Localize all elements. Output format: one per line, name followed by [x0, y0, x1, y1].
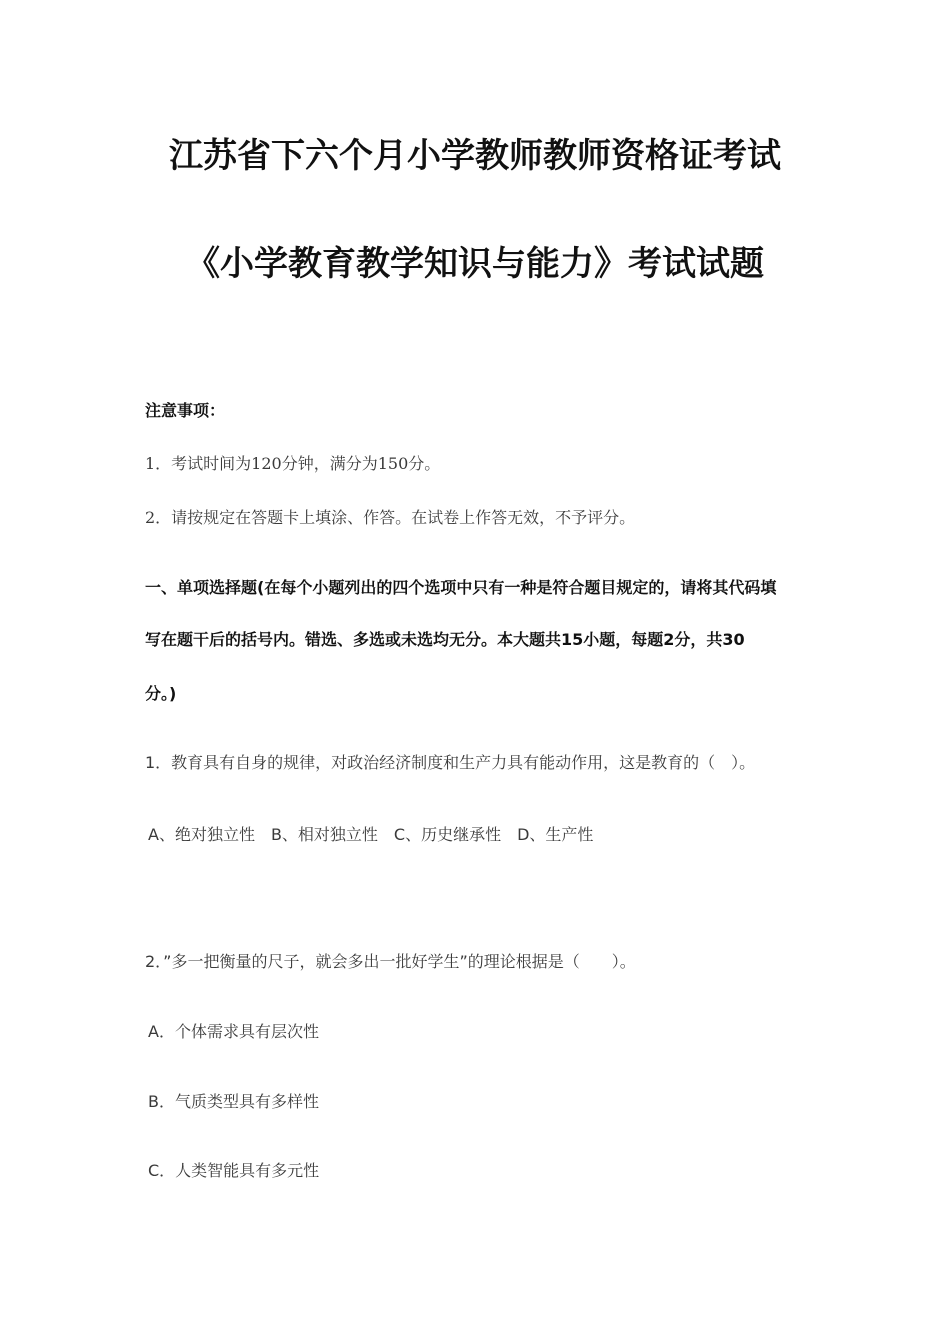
question-1-options: A、绝对独立性 B、相对独立性 C、历史继承性 D、生产性 [148, 825, 594, 844]
question-2-stem: 2．”多一把衡量的尺子，就会多出一批好学生”的理论根据是（ ）。 [145, 952, 636, 971]
question-2-option-b: B．气质类型具有多样性 [148, 1092, 319, 1111]
notice-heading: 注意事项： [145, 401, 226, 420]
question-2-option-a: A．个体需求具有层次性 [148, 1022, 319, 1041]
section-1-instructions-line-2: 写在题干后的括号内。错选、多选或未选均无分。本大题共15小题，每题2分，共30 [145, 630, 745, 649]
document-title-line-2: 《小学教育教学知识与能力》考试试题 [186, 244, 764, 284]
notice-item-1: 1．考试时间为120分钟，满分为150分。 [145, 454, 441, 473]
notice-item-2: 2．请按规定在答题卡上填涂、作答。在试卷上作答无效，不予评分。 [145, 508, 636, 527]
section-1-instructions-line-1: 一、单项选择题(在每个小题列出的四个选项中只有一种是符合题目规定的，请将其代码填 [145, 578, 777, 597]
section-1-instructions-line-3: 分。) [145, 684, 177, 703]
question-1-stem: 1．教育具有自身的规律，对政治经济制度和生产力具有能动作用，这是教育的（ ）。 [145, 753, 756, 772]
document-title-line-1: 江苏省下六个月小学教师教师资格证考试 [169, 136, 781, 176]
question-2-option-c: C．人类智能具有多元性 [148, 1161, 320, 1180]
